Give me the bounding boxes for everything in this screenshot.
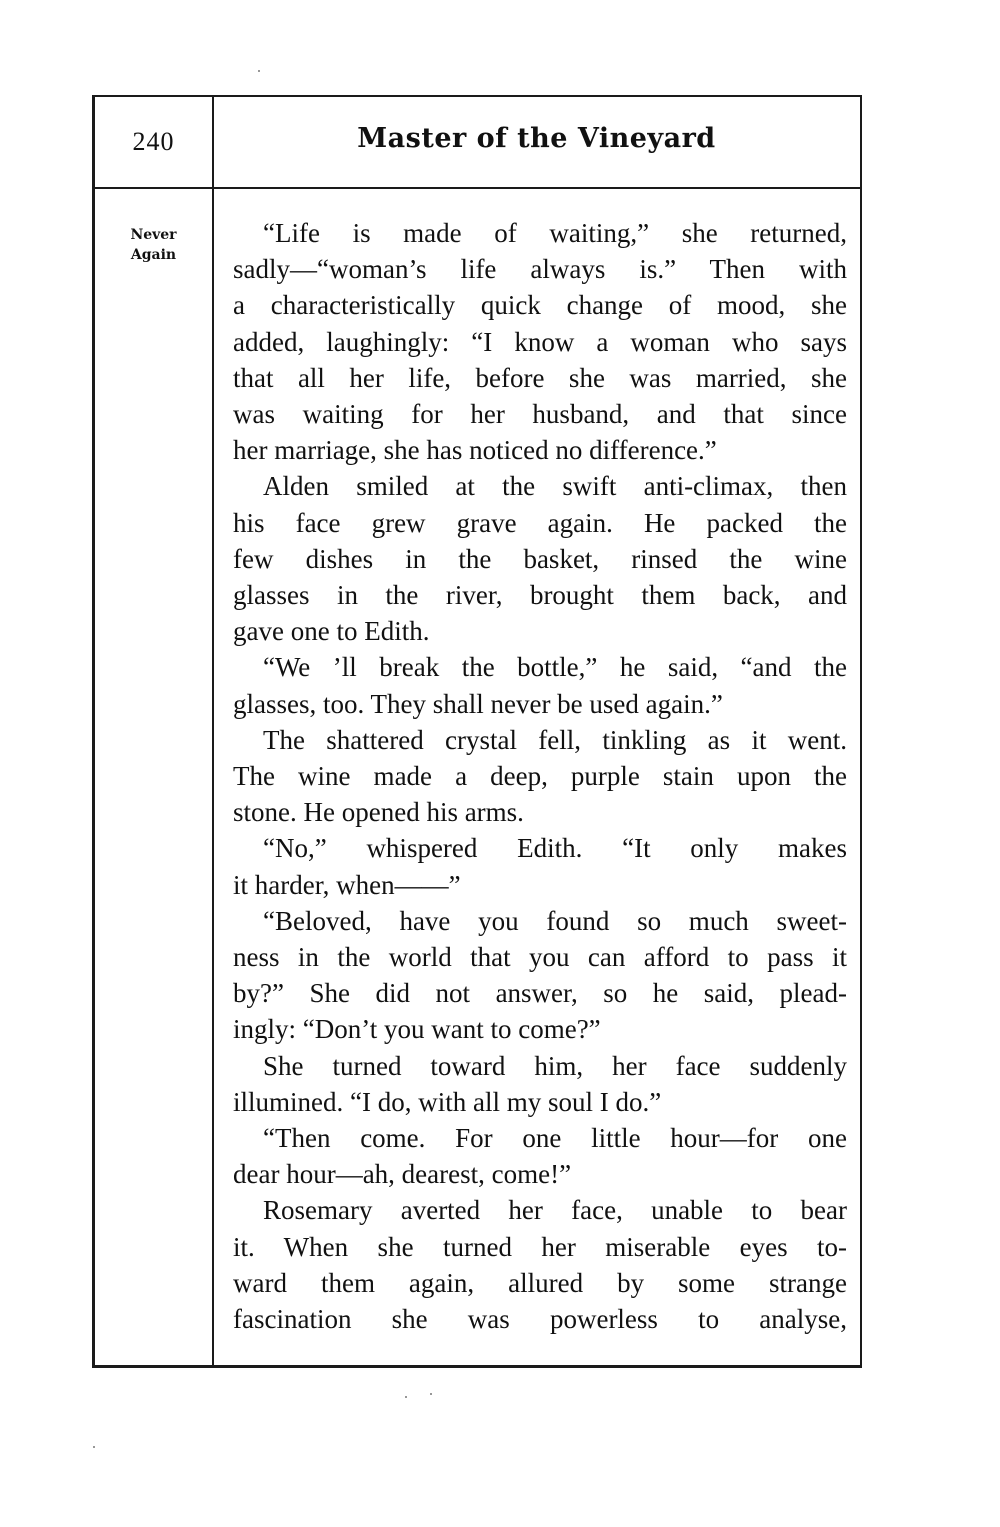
text-line: The wine made a deep, purple stain upon the bbox=[233, 761, 847, 792]
scan-speck bbox=[93, 1446, 95, 1448]
body-text bbox=[233, 215, 847, 1337]
running-title: Master of the Vineyard bbox=[357, 123, 716, 154]
text-line: added, laughingly: “I know a woman who says bbox=[233, 326, 847, 357]
text-line: his face grew grave again. He packed the bbox=[233, 507, 847, 538]
text-line: Rosemary averted her face, unable to bear bbox=[263, 1195, 847, 1226]
text-line: The shattered crystal fell, tinkling as it went. bbox=[263, 724, 847, 755]
text-line: was waiting for her husband, and that since bbox=[233, 399, 847, 430]
text-line: her marriage, she has noticed no difference.” bbox=[233, 435, 717, 466]
text-line: ingly: “Don’t you want to come?” bbox=[233, 1014, 601, 1045]
text-line: Alden smiled at the swift anti-climax, then bbox=[263, 471, 847, 502]
text-line: illumined. “I do, with all my soul I do.” bbox=[233, 1086, 662, 1117]
header-divider bbox=[95, 187, 860, 189]
text-line: ward them again, allured by some strange bbox=[233, 1267, 847, 1298]
text-line: gave one to Edith. bbox=[233, 616, 430, 647]
text-line: few dishes in the basket, rinsed the wine bbox=[233, 543, 847, 574]
margin-divider bbox=[212, 97, 214, 1365]
text-line: it harder, when——” bbox=[233, 869, 461, 900]
text-line: by?” She did not answer, so he said, plead- bbox=[233, 978, 847, 1009]
text-line: sadly—“woman’s life always is.” Then with bbox=[233, 254, 847, 285]
text-line: glasses, too. They shall never be used again.” bbox=[233, 688, 723, 719]
text-line: that all her life, before she was married, she bbox=[233, 362, 847, 393]
text-line: “No,” whispered Edith. “It only makes bbox=[263, 833, 847, 864]
text-line: “Beloved, have you found so much sweet- bbox=[263, 905, 847, 936]
text-line: “We ’ll break the bottle,” he said, “and the bbox=[263, 652, 847, 683]
text-line: fascination she was powerless to analyse, bbox=[233, 1304, 847, 1335]
text-line: it. When she turned her miserable eyes to- bbox=[233, 1231, 847, 1262]
scan-speck bbox=[258, 70, 260, 72]
text-line: a characteristically quick change of mood, she bbox=[233, 290, 847, 321]
scan-speck bbox=[405, 1396, 407, 1398]
text-line: She turned toward him, her face suddenly bbox=[263, 1050, 847, 1081]
side-note-line: Never bbox=[130, 227, 177, 243]
text-line: stone. He opened his arms. bbox=[233, 797, 524, 828]
text-line: ness in the world that you can afford to pass it bbox=[233, 942, 847, 973]
text-line: dear hour—ah, dearest, come!” bbox=[233, 1159, 572, 1190]
text-line: “Life is made of waiting,” she returned, bbox=[263, 218, 847, 248]
side-note bbox=[95, 225, 212, 265]
page-number: 240 bbox=[132, 127, 175, 156]
scan-speck bbox=[430, 1393, 432, 1395]
text-line: glasses in the river, brought them back, and bbox=[233, 580, 847, 611]
side-note-line: Again bbox=[130, 247, 177, 263]
text-line: “Then come. For one little hour—for one bbox=[263, 1123, 847, 1154]
page-frame bbox=[92, 95, 862, 1368]
